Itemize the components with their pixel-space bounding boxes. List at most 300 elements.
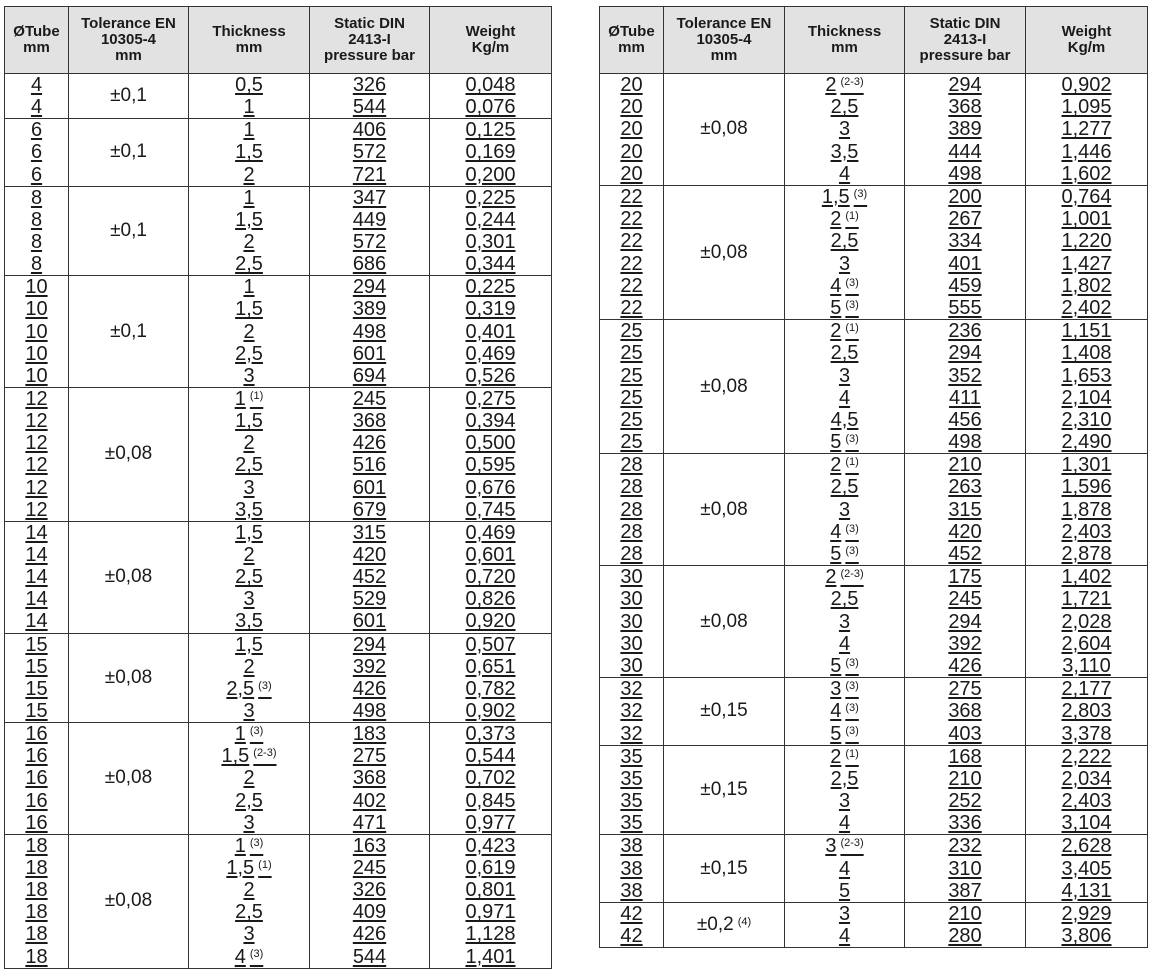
thickness-cell: 2,5 bbox=[189, 566, 310, 588]
weight-cell: 0,507 bbox=[430, 633, 552, 656]
tolerance-cell: ±0,1 bbox=[69, 276, 189, 388]
table-row bbox=[600, 454, 1148, 477]
tube-diameter-cell: 16 bbox=[5, 723, 69, 746]
table-row bbox=[5, 723, 552, 746]
tube-diameter-cell: 6 bbox=[5, 119, 69, 142]
pressure-cell: 449 bbox=[310, 209, 430, 231]
thickness-cell: 1,5 bbox=[189, 141, 310, 163]
pressure-cell: 210 bbox=[905, 768, 1026, 790]
weight-cell: 0,595 bbox=[430, 454, 552, 476]
weight-cell: 0,745 bbox=[430, 499, 552, 522]
pressure-cell: 275 bbox=[905, 678, 1026, 701]
pressure-cell: 516 bbox=[310, 454, 430, 476]
pressure-cell: 294 bbox=[905, 342, 1026, 364]
pressure-cell: 694 bbox=[310, 365, 430, 388]
tolerance-cell: ±0,08 bbox=[69, 723, 189, 835]
tube-diameter-cell: 12 bbox=[5, 410, 69, 432]
thickness-cell: 2 bbox=[189, 432, 310, 454]
tolerance-cell: ±0,08 bbox=[69, 633, 189, 723]
thickness-cell: 2,5 bbox=[785, 768, 905, 790]
thickness-cell: 2,5 bbox=[785, 96, 905, 118]
thickness-cell: 5 $^{(3)}$ bbox=[785, 722, 905, 745]
tube-diameter-cell: 32 bbox=[600, 678, 664, 701]
thickness-cell: 1,5 $^{(1)}$ bbox=[189, 857, 310, 879]
weight-cell: 0,902 bbox=[1026, 74, 1148, 97]
thickness-cell: 2 bbox=[189, 879, 310, 901]
thickness-cell: 0,5 bbox=[189, 74, 310, 97]
tube-diameter-cell: 20 bbox=[600, 118, 664, 140]
tube-diameter-cell: 15 bbox=[5, 678, 69, 700]
thickness-footnote: (3) bbox=[845, 702, 859, 715]
table-row bbox=[5, 521, 552, 544]
pressure-cell: 402 bbox=[310, 790, 430, 812]
weight-cell: 2,310 bbox=[1026, 409, 1148, 431]
tube-diameter-cell: 10 bbox=[5, 298, 69, 320]
thickness-cell: 3,5 bbox=[785, 141, 905, 163]
pressure-cell: 252 bbox=[905, 790, 1026, 812]
table-row bbox=[600, 678, 1148, 701]
pressure-cell: 444 bbox=[905, 141, 1026, 163]
thickness-cell: 5 $^{(3)}$ bbox=[785, 655, 905, 678]
pressure-cell: 572 bbox=[310, 231, 430, 253]
thickness-cell: 3 bbox=[785, 364, 905, 386]
thickness-cell: 2,5 bbox=[189, 253, 310, 276]
pressure-cell: 555 bbox=[905, 297, 1026, 320]
thickness-cell: 4 bbox=[785, 633, 905, 655]
tube-diameter-cell: 25 bbox=[600, 320, 664, 343]
pressure-cell: 245 bbox=[905, 588, 1026, 610]
tolerance-cell: ±0,1 bbox=[69, 74, 189, 119]
tolerance-cell: ±0,15 bbox=[664, 835, 785, 903]
thickness-cell: 5 $^{(3)}$ bbox=[785, 431, 905, 454]
pressure-cell: 426 bbox=[310, 678, 430, 700]
pressure-cell: 245 bbox=[310, 857, 430, 879]
tube-diameter-cell: 25 bbox=[600, 364, 664, 386]
weight-cell: 1,427 bbox=[1026, 253, 1148, 275]
header-tube: ØTube mm bbox=[5, 7, 69, 74]
thickness-footnote: (2-3) bbox=[840, 568, 864, 581]
tube-diameter-cell: 10 bbox=[5, 321, 69, 343]
tolerance-cell: ±0,2 $^{(4)}$ bbox=[664, 902, 785, 947]
thickness-footnote: (3) bbox=[845, 276, 859, 289]
table-row bbox=[600, 902, 1148, 925]
weight-cell: 1,277 bbox=[1026, 118, 1148, 140]
thickness-cell: 2 bbox=[189, 231, 310, 253]
thickness-cell: 2 bbox=[189, 544, 310, 566]
pressure-cell: 263 bbox=[905, 476, 1026, 498]
tube-diameter-cell: 18 bbox=[5, 834, 69, 857]
weight-cell: 0,977 bbox=[430, 812, 552, 835]
thickness-cell: 3 bbox=[785, 118, 905, 140]
pressure-cell: 267 bbox=[905, 208, 1026, 230]
tube-diameter-cell: 12 bbox=[5, 454, 69, 476]
header-weight: Weight Kg/m bbox=[1026, 7, 1148, 74]
tube-diameter-cell: 12 bbox=[5, 499, 69, 522]
thickness-footnote: (3) bbox=[249, 725, 264, 738]
weight-cell: 0,048 bbox=[430, 74, 552, 97]
pressure-cell: 294 bbox=[310, 633, 430, 656]
thickness-cell: 2 bbox=[189, 164, 310, 187]
thickness-cell: 1,5 $^{(2-3)}$ bbox=[189, 745, 310, 767]
tube-diameter-cell: 18 bbox=[5, 857, 69, 879]
tube-diameter-cell: 8 bbox=[5, 186, 69, 209]
tolerance-cell: ±0,08 bbox=[69, 834, 189, 968]
tube-diameter-cell: 28 bbox=[600, 521, 664, 543]
pressure-cell: 236 bbox=[905, 320, 1026, 343]
tube-diameter-cell: 10 bbox=[5, 343, 69, 365]
table-row bbox=[600, 320, 1148, 343]
tube-diameter-cell: 22 bbox=[600, 185, 664, 208]
pressure-cell: 426 bbox=[310, 923, 430, 945]
table-header-row bbox=[600, 7, 1148, 74]
pressure-cell: 294 bbox=[905, 611, 1026, 633]
weight-cell: 1,721 bbox=[1026, 588, 1148, 610]
table-row bbox=[600, 185, 1148, 208]
thickness-cell: 2 $^{(2-3)}$ bbox=[785, 74, 905, 97]
weight-cell: 2,628 bbox=[1026, 835, 1148, 858]
tube-diameter-cell: 35 bbox=[600, 768, 664, 790]
thickness-cell: 3 bbox=[785, 790, 905, 812]
weight-cell: 2,402 bbox=[1026, 297, 1148, 320]
thickness-cell: 2 $^{(1)}$ bbox=[785, 320, 905, 343]
header-thickness: Thickness mm bbox=[189, 7, 310, 74]
header-tube: ØTube mm bbox=[600, 7, 664, 74]
thickness-cell: 2,5 bbox=[785, 588, 905, 610]
thickness-cell: 3 bbox=[189, 365, 310, 388]
pressure-cell: 420 bbox=[310, 544, 430, 566]
thickness-cell: 4 bbox=[785, 858, 905, 880]
thickness-cell: 1 $^{(3)}$ bbox=[189, 834, 310, 857]
pressure-cell: 163 bbox=[310, 834, 430, 857]
tube-diameter-cell: 10 bbox=[5, 276, 69, 299]
tube-diameter-cell: 20 bbox=[600, 74, 664, 97]
tube-diameter-cell: 25 bbox=[600, 342, 664, 364]
table-header-row bbox=[5, 7, 552, 74]
pressure-cell: 572 bbox=[310, 141, 430, 163]
pressure-cell: 280 bbox=[905, 925, 1026, 948]
pressure-cell: 401 bbox=[905, 253, 1026, 275]
header-tolerance: Tolerance EN 10305-4 mm bbox=[69, 7, 189, 74]
weight-cell: 3,104 bbox=[1026, 812, 1148, 835]
thickness-footnote: (3) bbox=[845, 433, 859, 446]
weight-cell: 0,782 bbox=[430, 678, 552, 700]
table-row bbox=[5, 119, 552, 142]
weight-cell: 0,720 bbox=[430, 566, 552, 588]
pressure-cell: 409 bbox=[310, 901, 430, 923]
thickness-cell: 3 bbox=[189, 812, 310, 835]
tube-diameter-cell: 32 bbox=[600, 722, 664, 745]
pressure-cell: 392 bbox=[905, 633, 1026, 655]
header-weight: Weight Kg/m bbox=[430, 7, 552, 74]
tube-diameter-cell: 18 bbox=[5, 945, 69, 968]
tolerance-cell: ±0,1 bbox=[69, 186, 189, 276]
pressure-cell: 601 bbox=[310, 610, 430, 633]
tube-diameter-cell: 14 bbox=[5, 521, 69, 544]
tube-diameter-cell: 42 bbox=[600, 925, 664, 948]
tube-diameter-cell: 35 bbox=[600, 745, 664, 768]
tube-diameter-cell: 35 bbox=[600, 812, 664, 835]
weight-cell: 0,394 bbox=[430, 410, 552, 432]
tube-diameter-cell: 38 bbox=[600, 880, 664, 903]
pressure-cell: 679 bbox=[310, 499, 430, 522]
tube-diameter-cell: 30 bbox=[600, 655, 664, 678]
thickness-footnote: (3) bbox=[845, 522, 859, 535]
table-row bbox=[600, 745, 1148, 768]
pressure-cell: 210 bbox=[905, 454, 1026, 477]
thickness-footnote: (3) bbox=[845, 680, 859, 693]
tolerance-cell: ±0,08 bbox=[664, 566, 785, 678]
pressure-cell: 452 bbox=[310, 566, 430, 588]
thickness-cell: 3 $^{(2-3)}$ bbox=[785, 835, 905, 858]
tube-diameter-cell: 4 bbox=[5, 96, 69, 119]
thickness-cell: 2 $^{(1)}$ bbox=[785, 454, 905, 477]
thickness-cell: 3 bbox=[785, 253, 905, 275]
thickness-footnote: (2-3) bbox=[840, 76, 864, 89]
pressure-cell: 210 bbox=[905, 902, 1026, 925]
pressure-cell: 326 bbox=[310, 879, 430, 901]
thickness-cell: 1 $^{(1)}$ bbox=[189, 387, 310, 410]
weight-cell: 2,403 bbox=[1026, 521, 1148, 543]
thickness-cell: 4,5 bbox=[785, 409, 905, 431]
weight-cell: 0,920 bbox=[430, 610, 552, 633]
pressure-cell: 456 bbox=[905, 409, 1026, 431]
weight-cell: 1,408 bbox=[1026, 342, 1148, 364]
thickness-cell: 2 bbox=[189, 656, 310, 678]
tube-diameter-cell: 28 bbox=[600, 543, 664, 566]
pressure-cell: 471 bbox=[310, 812, 430, 835]
weight-cell: 0,275 bbox=[430, 387, 552, 410]
tolerance-footnote: (4) bbox=[737, 916, 752, 929]
table-row bbox=[5, 74, 552, 97]
weight-cell: 3,378 bbox=[1026, 722, 1148, 745]
pressure-cell: 544 bbox=[310, 945, 430, 968]
pressure-cell: 387 bbox=[905, 880, 1026, 903]
tube-spec-table-left bbox=[4, 6, 552, 969]
thickness-cell: 4 $^{(3)}$ bbox=[785, 700, 905, 722]
weight-cell: 0,401 bbox=[430, 321, 552, 343]
thickness-cell: 1 bbox=[189, 276, 310, 299]
weight-cell: 0,319 bbox=[430, 298, 552, 320]
tube-diameter-cell: 20 bbox=[600, 141, 664, 163]
pressure-cell: 168 bbox=[905, 745, 1026, 768]
weight-cell: 0,526 bbox=[430, 365, 552, 388]
pressure-cell: 294 bbox=[905, 74, 1026, 97]
tolerance-cell: ±0,08 bbox=[69, 387, 189, 521]
tube-diameter-cell: 14 bbox=[5, 566, 69, 588]
tube-diameter-cell: 15 bbox=[5, 656, 69, 678]
thickness-footnote: (2-3) bbox=[253, 747, 277, 760]
thickness-footnote: (1) bbox=[845, 747, 859, 760]
tube-diameter-cell: 22 bbox=[600, 208, 664, 230]
thickness-cell: 2 bbox=[189, 321, 310, 343]
tolerance-cell: ±0,08 bbox=[664, 74, 785, 186]
thickness-cell: 5 $^{(3)}$ bbox=[785, 297, 905, 320]
tolerance-cell: ±0,1 bbox=[69, 119, 189, 186]
thickness-footnote: (1) bbox=[845, 210, 859, 223]
pressure-cell: 275 bbox=[310, 745, 430, 767]
tolerance-cell: ±0,08 bbox=[664, 320, 785, 454]
weight-cell: 2,034 bbox=[1026, 768, 1148, 790]
weight-cell: 2,177 bbox=[1026, 678, 1148, 701]
tube-diameter-cell: 30 bbox=[600, 633, 664, 655]
weight-cell: 2,490 bbox=[1026, 431, 1148, 454]
weight-cell: 0,500 bbox=[430, 432, 552, 454]
tube-diameter-cell: 16 bbox=[5, 767, 69, 789]
pressure-cell: 426 bbox=[905, 655, 1026, 678]
pressure-cell: 406 bbox=[310, 119, 430, 142]
tube-diameter-cell: 18 bbox=[5, 923, 69, 945]
weight-cell: 0,125 bbox=[430, 119, 552, 142]
tube-diameter-cell: 30 bbox=[600, 566, 664, 589]
weight-cell: 1,602 bbox=[1026, 163, 1148, 186]
thickness-cell: 3 bbox=[189, 700, 310, 723]
pressure-cell: 245 bbox=[310, 387, 430, 410]
tube-diameter-cell: 8 bbox=[5, 253, 69, 276]
weight-cell: 0,344 bbox=[430, 253, 552, 276]
tube-diameter-cell: 25 bbox=[600, 387, 664, 409]
weight-cell: 1,596 bbox=[1026, 476, 1148, 498]
thickness-cell: 2 $^{(1)}$ bbox=[785, 745, 905, 768]
pressure-cell: 426 bbox=[310, 432, 430, 454]
pressure-cell: 601 bbox=[310, 477, 430, 499]
thickness-cell: 1,5 bbox=[189, 209, 310, 231]
weight-cell: 1,128 bbox=[430, 923, 552, 945]
thickness-footnote: (3) bbox=[845, 656, 859, 669]
thickness-cell: 3 bbox=[189, 588, 310, 610]
thickness-cell: 3 bbox=[785, 499, 905, 521]
thickness-cell: 1 $^{(3)}$ bbox=[189, 723, 310, 746]
thickness-cell: 3 bbox=[189, 477, 310, 499]
tube-diameter-cell: 14 bbox=[5, 610, 69, 633]
pressure-cell: 498 bbox=[310, 321, 430, 343]
weight-cell: 3,110 bbox=[1026, 655, 1148, 678]
thickness-cell: 5 $^{(3)}$ bbox=[785, 543, 905, 566]
tube-diameter-cell: 15 bbox=[5, 700, 69, 723]
thickness-cell: 4 $^{(3)}$ bbox=[785, 521, 905, 543]
pressure-cell: 392 bbox=[310, 656, 430, 678]
weight-cell: 0,225 bbox=[430, 186, 552, 209]
table-row bbox=[600, 835, 1148, 858]
thickness-cell: 1,5 bbox=[189, 298, 310, 320]
header-pressure: Static DIN 2413-I pressure bar bbox=[310, 7, 430, 74]
table-row bbox=[600, 566, 1148, 589]
weight-cell: 2,929 bbox=[1026, 902, 1148, 925]
tolerance-cell: ±0,15 bbox=[664, 678, 785, 746]
weight-cell: 0,764 bbox=[1026, 185, 1148, 208]
thickness-cell: 4 $^{(3)}$ bbox=[785, 275, 905, 297]
header-pressure: Static DIN 2413-I pressure bar bbox=[905, 7, 1026, 74]
tube-diameter-cell: 25 bbox=[600, 431, 664, 454]
pressure-cell: 420 bbox=[905, 521, 1026, 543]
pressure-cell: 529 bbox=[310, 588, 430, 610]
thickness-cell: 3 bbox=[785, 902, 905, 925]
pressure-cell: 544 bbox=[310, 96, 430, 119]
weight-cell: 0,601 bbox=[430, 544, 552, 566]
thickness-cell: 4 $^{(3)}$ bbox=[189, 945, 310, 968]
weight-cell: 0,845 bbox=[430, 790, 552, 812]
thickness-cell: 4 bbox=[785, 812, 905, 835]
thickness-cell: 1,5 $^{(3)}$ bbox=[785, 185, 905, 208]
weight-cell: 2,104 bbox=[1026, 387, 1148, 409]
weight-cell: 2,803 bbox=[1026, 700, 1148, 722]
thickness-cell: 2 $^{(1)}$ bbox=[785, 208, 905, 230]
pressure-cell: 498 bbox=[905, 163, 1026, 186]
pressure-cell: 498 bbox=[310, 700, 430, 723]
thickness-cell: 4 bbox=[785, 387, 905, 409]
table-row bbox=[5, 387, 552, 410]
thickness-cell: 2,5 bbox=[189, 790, 310, 812]
table-row bbox=[600, 74, 1148, 97]
thickness-cell: 4 bbox=[785, 163, 905, 186]
pressure-cell: 389 bbox=[905, 118, 1026, 140]
thickness-cell: 1,5 bbox=[189, 633, 310, 656]
pressure-cell: 183 bbox=[310, 723, 430, 746]
tube-diameter-cell: 6 bbox=[5, 141, 69, 163]
tube-diameter-cell: 18 bbox=[5, 901, 69, 923]
tube-diameter-cell: 28 bbox=[600, 499, 664, 521]
thickness-cell: 2 $^{(2-3)}$ bbox=[785, 566, 905, 589]
thickness-footnote: (1) bbox=[249, 390, 264, 403]
weight-cell: 0,301 bbox=[430, 231, 552, 253]
thickness-cell: 4 bbox=[785, 925, 905, 948]
weight-cell: 4,131 bbox=[1026, 880, 1148, 903]
weight-cell: 1,001 bbox=[1026, 208, 1148, 230]
tube-diameter-cell: 30 bbox=[600, 588, 664, 610]
tube-diameter-cell: 16 bbox=[5, 812, 69, 835]
tube-diameter-cell: 22 bbox=[600, 230, 664, 252]
weight-cell: 0,469 bbox=[430, 521, 552, 544]
thickness-cell: 3 $^{(3)}$ bbox=[785, 678, 905, 701]
pressure-cell: 310 bbox=[905, 858, 1026, 880]
thickness-footnote: (1) bbox=[845, 322, 859, 335]
tube-diameter-cell: 12 bbox=[5, 387, 69, 410]
pressure-cell: 232 bbox=[905, 835, 1026, 858]
thickness-cell: 2,5 bbox=[189, 454, 310, 476]
thickness-cell: 2,5 bbox=[785, 230, 905, 252]
thickness-cell: 3,5 bbox=[189, 610, 310, 633]
weight-cell: 0,826 bbox=[430, 588, 552, 610]
weight-cell: 0,676 bbox=[430, 477, 552, 499]
tube-diameter-cell: 12 bbox=[5, 477, 69, 499]
thickness-cell: 2,5 $^{(3)}$ bbox=[189, 678, 310, 700]
header-thickness: Thickness mm bbox=[785, 7, 905, 74]
weight-cell: 1,220 bbox=[1026, 230, 1148, 252]
tube-diameter-cell: 6 bbox=[5, 164, 69, 187]
table-row bbox=[5, 186, 552, 209]
tube-diameter-cell: 18 bbox=[5, 879, 69, 901]
thickness-footnote: (3) bbox=[853, 188, 868, 201]
thickness-footnote: (3) bbox=[845, 724, 859, 737]
thickness-cell: 3 bbox=[189, 923, 310, 945]
thickness-cell: 1 bbox=[189, 96, 310, 119]
thickness-footnote: (3) bbox=[249, 836, 264, 849]
weight-cell: 1,401 bbox=[430, 945, 552, 968]
weight-cell: 0,544 bbox=[430, 745, 552, 767]
pressure-cell: 403 bbox=[905, 722, 1026, 745]
tube-diameter-cell: 16 bbox=[5, 790, 69, 812]
weight-cell: 1,402 bbox=[1026, 566, 1148, 589]
thickness-cell: 2,5 bbox=[785, 476, 905, 498]
weight-cell: 0,423 bbox=[430, 834, 552, 857]
tube-spec-table-right bbox=[599, 6, 1148, 948]
thickness-footnote: (1) bbox=[258, 858, 272, 871]
thickness-cell: 2,5 bbox=[189, 901, 310, 923]
weight-cell: 0,651 bbox=[430, 656, 552, 678]
thickness-cell: 1,5 bbox=[189, 521, 310, 544]
weight-cell: 0,619 bbox=[430, 857, 552, 879]
pressure-cell: 601 bbox=[310, 343, 430, 365]
table-row bbox=[5, 834, 552, 857]
